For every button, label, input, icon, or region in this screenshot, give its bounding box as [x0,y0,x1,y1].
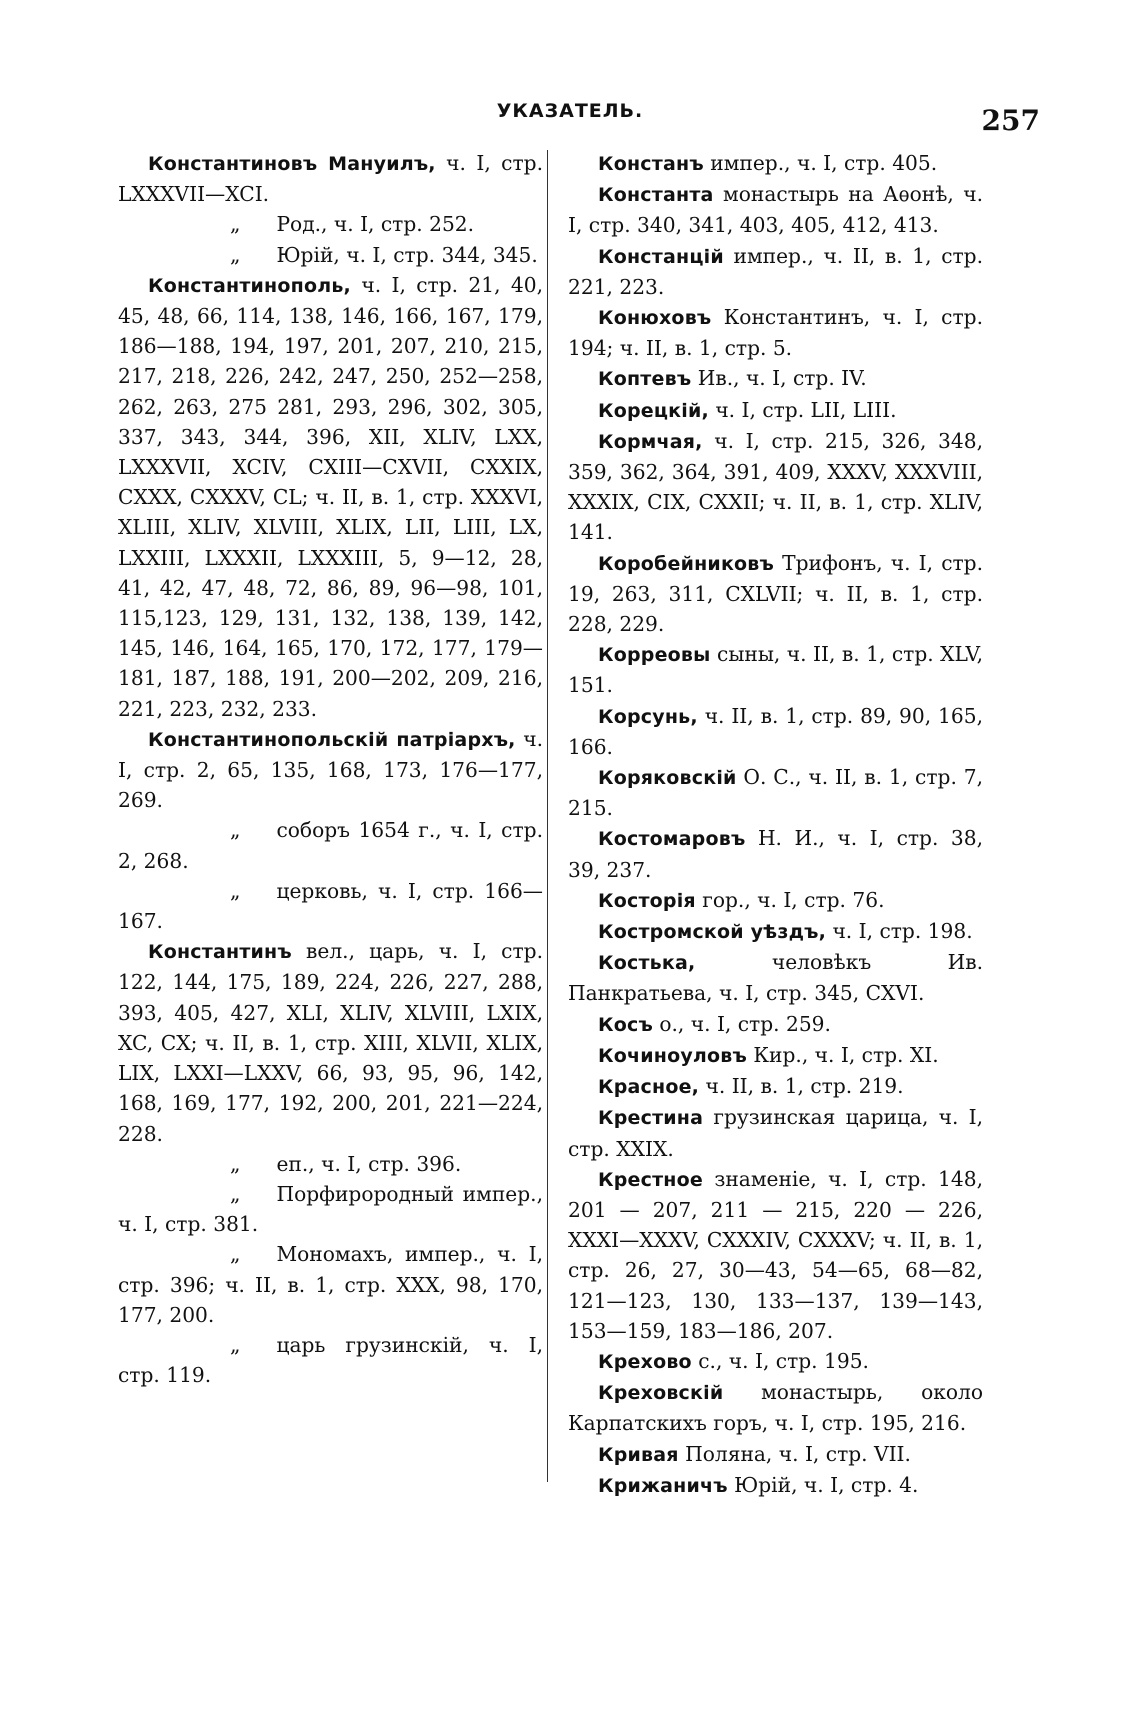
index-subentry [118,1179,543,1239]
index-entry [118,148,543,209]
entry-headword: Корецкій, [598,399,709,422]
ditto-mark: „ [230,1181,241,1206]
entry-text: грузинская царица, ч. I, стр. XXIX. [568,1105,983,1161]
page-number: 257 [981,104,1040,137]
index-entry [568,947,983,1008]
entry-text: Юрій, ч. I, стр. 344, 345. [276,242,538,267]
entry-text: ч. I, стр. 198. [832,919,973,944]
entry-text: ч. II, в. 1, стр. 219. [705,1074,904,1099]
entry-text: ч. I, стр. LII, LIII. [715,397,897,422]
index-entry [568,701,983,762]
index-subentry [118,1330,543,1390]
index-entry [568,1439,983,1470]
index-entry [118,936,543,1148]
entry-headword: Костька, [598,952,696,975]
running-header: УКАЗАТЕЛЬ. [496,100,644,122]
entry-headword: Костомаровъ [598,828,746,851]
entry-text: человѣкъ Ив. Панкратьева, ч. I, стр. 345, CXVI. [568,950,984,1006]
index-subentry [118,1149,543,1179]
entry-text: монастырь, около Карпатскихъ горъ, ч. I, стр. 195, 216. [568,1380,983,1436]
entry-headword: Красное, [598,1076,700,1099]
index-entry [568,1009,983,1040]
index-column-left [118,148,543,1390]
index-entry [568,548,983,640]
entry-text: ч. I, стр. 2, 65, 135, 168, 173, 176—177, 269. [118,726,543,813]
entry-text: о., ч. I, стр. 259. [659,1011,831,1036]
index-entry [568,916,983,947]
index-entry [568,363,983,394]
entry-text: ч. I, стр. 21, 40, 45, 48, 66, 114, 138, 146, 166, 167, 179, 186—188, 194, 197, 201, 207, 210, 215, 217, 218, 226, 242, 247, 250, 252—258, 262, 263, 275 281, 293, 296, 302, 305, 337, 343, 344, 396, XII, XLIV, LXX, LXXXVII, XCIV, CXIII—CXVII, CXXIX, CXXX, CXXXV, CL; ч. II, в. 1, стр. XXXVI, XLIII, XLIV, XLVIII, XLIX, LII, LIII, LX, LXXIII, LXXXII, LXXXIII, 5, 9—12, 28, 41, 42, 47, 48, 72, 86, 89, 96—98, 101, 115,123, 129, 131, 132, 138, 139, 142, 145, 146, 164, 165, 170, 172, 177, 179—181, 187, 188, 191, 200—202, 209, 216, 221, 223, 232, 233. [118,272,543,721]
entry-text: О. С., ч. II, в. 1, стр. 7, 215. [568,765,983,821]
entry-text: Кир., ч. I, стр. XI. [753,1042,939,1067]
index-entry [568,885,983,916]
ditto-mark: „ [230,878,241,903]
entry-text: сыны, ч. II, в. 1, стр. XLV, 151. [568,642,983,698]
entry-text: гор., ч. I, стр. 76. [702,887,885,912]
ditto-mark: „ [230,1242,241,1267]
index-subentry [118,209,543,239]
index-entry [568,639,983,700]
index-entry [568,241,983,302]
entry-headword: Кочиноуловъ [598,1044,747,1067]
entry-text: соборъ 1654 г., ч. I, стр. 2, 268. [118,818,543,873]
entry-headword: Конюховъ [598,307,712,330]
entry-headword: Констанъ [598,153,704,175]
entry-text: ч. II, в. 1, стр. 89, 90, 165, 166. [568,703,983,759]
entry-headword: Константинъ [148,941,292,964]
entry-text: Н. И., ч. I, стр. 38, 39, 237. [568,826,984,882]
index-entry [568,1102,983,1163]
entry-headword: Констанцій [598,245,724,268]
index-entry [568,179,983,240]
index-entry [568,762,983,823]
index-entry [568,426,983,548]
entry-text: Мономахъ, импер., ч. I, стр. 396; ч. II, в. 1, стр. XXX, 98, 170, 177, 200. [118,1242,543,1327]
entry-text: вел., царь, ч. I, стр. 122, 144, 175, 189, 224, 226, 227, 288, 393, 405, 427, XLI, XLIV, XLVIII, LXIX, XC, CX; ч. II, в. 1, стр. XIII, XLVII, XLIX, LIX, LXXI—LXXV, 66, 93, 95, 96, 142, 168, 169, 177, 192, 200, 201, 221—224, 228. [118,939,543,1146]
entry-headword: Кривая [598,1443,679,1466]
entry-headword: Кормчая, [598,430,703,453]
entry-headword: Креховскій [598,1382,724,1405]
entry-text: монастырь на Аѳонѣ, ч. I, стр. 340, 341, 403, 405, 412, 413. [568,182,983,238]
entry-headword: Коптевъ [598,368,692,391]
index-entry [118,724,543,816]
entry-text: Константинъ, ч. I, стр. 194; ч. II, в. 1, стр. 5. [568,305,983,361]
entry-text: Порфирородный импер., ч. I, стр. 381. [118,1181,543,1237]
index-entry [568,1470,983,1501]
index-entry [568,302,983,363]
entry-headword: Крестина [598,1107,704,1130]
index-entry [118,270,543,724]
entry-headword: Крижаничъ [598,1474,728,1497]
entry-text: ч. I, стр. LXXXVII—XCI. [118,151,543,207]
entry-headword: Косъ [598,1013,653,1036]
index-entry [568,1164,983,1346]
index-subentry [118,815,543,875]
entry-headword: Константинопольскій патріархъ, [148,728,516,751]
entry-headword: Крестное [598,1168,703,1191]
entry-headword: Корреовы [598,644,711,667]
ditto-mark: „ [230,818,241,843]
entry-text: с., ч. I, стр. 195. [698,1348,869,1373]
entry-text: еп., ч. I, стр. 396. [276,1151,462,1176]
entry-text: Ив., ч. I, стр. IV. [697,366,867,391]
index-entry [568,823,983,884]
entry-headword: Крехово [598,1350,692,1373]
entry-text: церковь, ч. I, стр. 166—167. [118,878,543,934]
index-entry [568,148,983,179]
entry-headword: Константинополь, [148,274,351,297]
ditto-mark: „ [230,212,241,237]
ditto-mark: „ [230,242,241,267]
index-subentry [118,240,543,270]
ditto-mark: „ [230,1332,241,1357]
entry-text: ч. I, стр. 215, 326, 348, 359, 362, 364, 391, 409, XXXV, XXXVIII, XXXIX, CIX, CXXII; ч. II, в. 1, стр. XLIV, 141. [568,428,984,545]
entry-text: Трифонъ, ч. I, стр. 19, 263, 311, CXLVII; ч. II, в. 1, стр. 228, 229. [568,550,984,637]
index-entry [568,1040,983,1071]
column-divider [547,150,548,1482]
index-entry [568,395,983,426]
entry-headword: Косторія [598,889,696,912]
index-entry [568,1377,983,1438]
ditto-mark: „ [230,1151,241,1176]
entry-text: импер., ч. II, в. 1, стр. 221, 223. [568,243,984,299]
entry-headword: Константа [598,184,714,207]
entry-text: импер., ч. I, стр. 405. [710,151,938,175]
entry-text: царь грузинскій, ч. I, стр. 119. [118,1332,543,1388]
entry-headword: Константиновъ Мануилъ, [148,153,436,175]
entry-text: Род., ч. I, стр. 252. [276,212,475,237]
index-subentry [118,876,543,936]
index-entry [568,1071,983,1102]
index-entry [568,1346,983,1377]
entry-text: Поляна, ч. I, стр. VII. [685,1441,911,1466]
entry-headword: Костромской уѣздъ, [598,921,827,944]
entry-headword: Корсунь, [598,705,698,728]
index-column-right [568,148,983,1501]
index-subentry [118,1239,543,1330]
entry-headword: Коробейниковъ [598,552,774,575]
entry-headword: Коряковскій [598,767,737,790]
entry-text: знаменіе, ч. I, стр. 148, 201 — 207, 211 — 215, 220 — 226, XXXI—XXXV, CXXXIV, CXXXV; ч. II, в. 1, стр. 26, 27, 30—43, 54—65, 68—82, 121—123, 130, 133—137, 139—143, 153—159, 183—186, 207. [568,1166,983,1343]
entry-text: Юрій, ч. I, стр. 4. [734,1472,919,1497]
